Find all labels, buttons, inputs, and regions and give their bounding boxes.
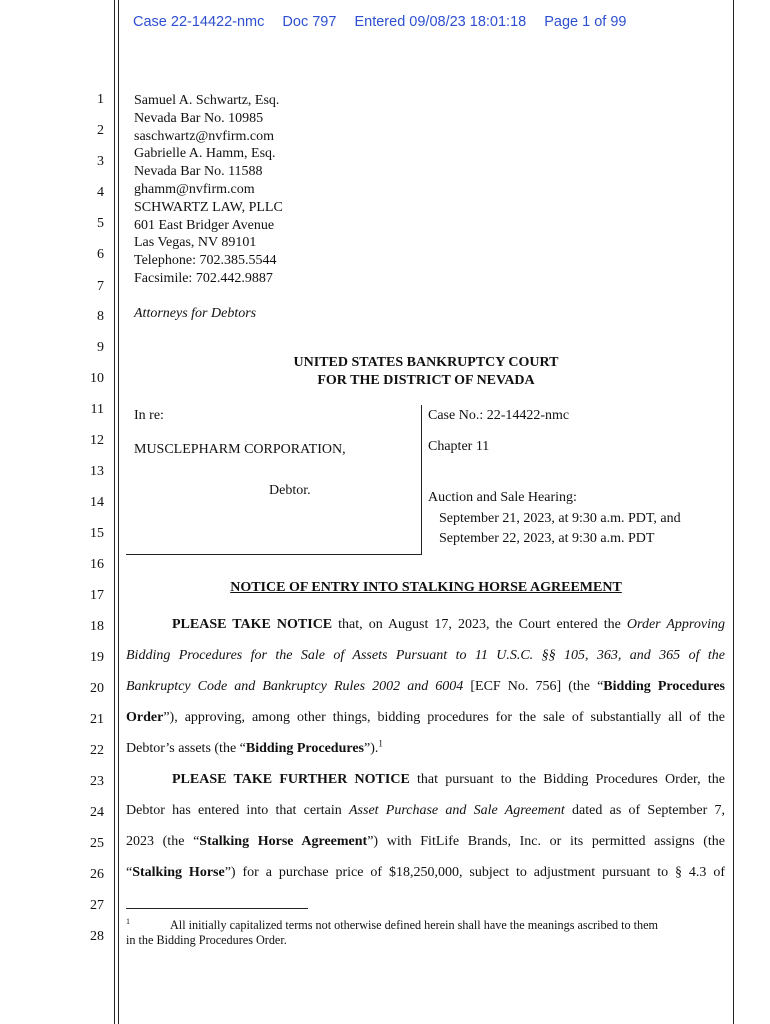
footnote: [126, 918, 726, 933]
hearing-label: Auction and Sale Hearing:: [428, 490, 577, 505]
line-number: 28: [90, 929, 104, 944]
firm-name: SCHWARTZ LAW, PLLC: [134, 199, 283, 215]
attorney-block: [134, 92, 283, 288]
line-number: 11: [90, 402, 104, 417]
line-number: 15: [90, 526, 104, 541]
line-number: 7: [97, 279, 104, 294]
filing-header: [133, 14, 640, 30]
body-line: “Stalking Horse”) for a purchase price of $18,250,000, subject to adjustment pursuant to § 4.3 of: [126, 865, 725, 880]
in-re-label: In re:: [134, 408, 164, 423]
line-number: 24: [90, 805, 104, 820]
bar-number: Nevada Bar No. 10985: [134, 110, 264, 126]
line-number: 4: [97, 185, 104, 200]
body-line: Debtor has entered into that certain Asset Purchase and Sale Agreement dated as of September 7,: [126, 803, 725, 818]
case-no: Case No.: 22-14422-nmc: [428, 408, 570, 423]
line-number: 6: [97, 247, 104, 262]
line-number: 22: [90, 743, 104, 758]
line-number: 23: [90, 774, 104, 789]
attorney-name: Samuel A. Schwartz, Esq.: [134, 93, 280, 108]
left-margin-rule-1: [114, 0, 115, 1024]
line-number: 9: [97, 340, 104, 355]
attorney-name: Gabrielle A. Hamm, Esq.: [134, 146, 276, 162]
line-number: 21: [90, 712, 104, 727]
debtor-label: Debtor.: [269, 483, 311, 498]
left-margin-rule-2: [118, 0, 119, 1024]
line-number: 8: [97, 309, 104, 324]
debtor-name: MUSCLEPHARM CORPORATION,: [134, 442, 346, 457]
right-margin-rule: [733, 0, 734, 1024]
notice-title: NOTICE OF ENTRY INTO STALKING HORSE AGREEMENT: [230, 580, 622, 595]
body-line: Order”), approving, among other things, bidding procedures for the sale of substantially all of the: [126, 710, 725, 725]
chapter: Chapter 11: [428, 439, 490, 454]
line-number: 10: [90, 371, 104, 386]
line-number: 13: [90, 464, 104, 479]
doc-number: Doc 797: [282, 14, 337, 30]
line-number: 16: [90, 557, 104, 572]
court-name: UNITED STATES BANKRUPTCY COURT: [293, 355, 559, 370]
case-number: Case 22-14422-nmc: [133, 14, 265, 30]
footnote-mark: 1: [126, 916, 130, 926]
caption-divider-vertical: [421, 405, 422, 555]
footnote-rule: [126, 908, 308, 909]
page-indicator: Page 1 of 99: [544, 14, 627, 30]
line-number: 12: [90, 433, 104, 448]
line-number: 14: [90, 495, 104, 510]
line-number: 19: [90, 650, 104, 665]
body-line: PLEASE TAKE FURTHER NOTICE that pursuant to the Bidding Procedures Order, the: [172, 772, 725, 787]
attorney-email: ghamm@nvfirm.com: [134, 181, 255, 197]
line-number: 20: [90, 681, 104, 696]
firm-telephone: Telephone: 702.385.5544: [134, 253, 277, 269]
hearing-date-2: September 22, 2023, at 9:30 a.m. PDT: [439, 531, 655, 546]
line-number: 27: [90, 898, 104, 913]
footnote-text-1: All initially capitalized terms not otherwise defined herein shall have the meanings ascribed to them: [170, 918, 659, 932]
body-line: Bankruptcy Code and Bankruptcy Rules 2002 and 6004 [ECF No. 756] (the “Bidding Procedures: [126, 679, 725, 694]
line-number: 25: [90, 836, 104, 851]
body-line: PLEASE TAKE NOTICE that, on August 17, 2023, the Court entered the Order Approving: [172, 617, 725, 632]
line-number: 3: [97, 154, 104, 169]
attorney-email: saschwartz@nvfirm.com: [134, 128, 275, 144]
entered-timestamp: Entered 09/08/23 18:01:18: [354, 14, 527, 30]
line-number: 5: [97, 216, 104, 231]
firm-city: Las Vegas, NV 89101: [134, 235, 257, 251]
firm-street: 601 East Bridger Avenue: [134, 217, 275, 233]
firm-facsimile: Facsimile: 702.442.9887: [134, 270, 273, 286]
footnote-text-2: in the Bidding Procedures Order.: [126, 933, 287, 947]
caption-divider-horizontal: [126, 554, 422, 555]
bar-number: Nevada Bar No. 11588: [134, 164, 263, 180]
line-number: 1: [97, 92, 104, 107]
line-number: 26: [90, 867, 104, 882]
body-line: 2023 (the “Stalking Horse Agreement”) with FitLife Brands, Inc. or its permitted assigns (the: [126, 834, 725, 849]
footnote-reference: 1: [378, 740, 383, 749]
body-line: Bidding Procedures for the Sale of Assets Pursuant to 11 U.S.C. §§ 105, 363, and 365 of the: [126, 648, 725, 663]
body-line: Debtor’s assets (the “Bidding Procedures”).$^1$: [126, 740, 383, 756]
attorneys-for: Attorneys for Debtors: [134, 306, 257, 321]
line-number: 2: [97, 123, 104, 138]
line-number: 17: [90, 588, 104, 603]
line-number: 18: [90, 619, 104, 634]
court-district: FOR THE DISTRICT OF NEVADA: [317, 373, 535, 388]
hearing-date-1: September 21, 2023, at 9:30 a.m. PDT, and: [439, 511, 681, 526]
